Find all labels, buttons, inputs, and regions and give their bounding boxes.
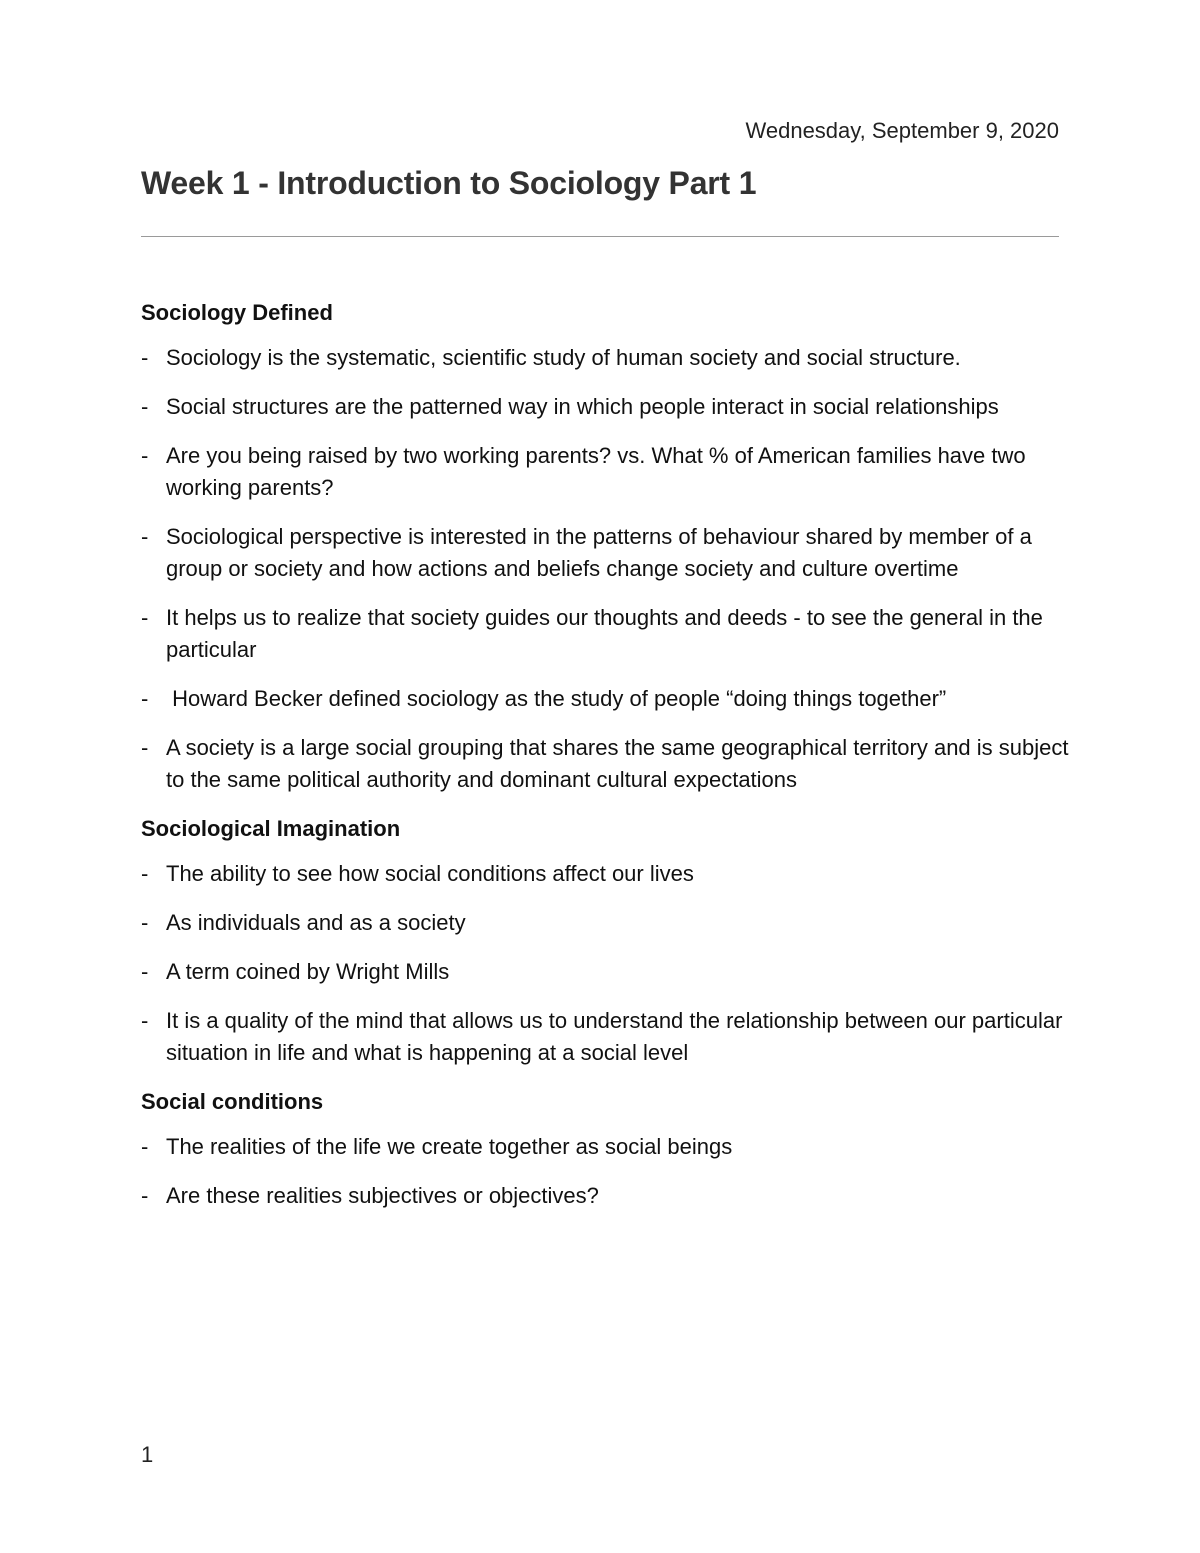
dash-bullet-icon: - xyxy=(141,443,149,468)
dash-bullet-icon: - xyxy=(141,1183,149,1208)
dash-bullet-icon: - xyxy=(141,910,149,935)
list-item-text: Sociological perspective is interested in the patterns of behaviour shared by member of a group or society and how actions and beliefs change society and culture overtime xyxy=(166,524,1032,581)
list-item xyxy=(141,602,1071,666)
dash-bullet-icon: - xyxy=(141,605,149,630)
dash-bullet-icon: - xyxy=(141,524,149,549)
list-item-text: The ability to see how social conditions affect our lives xyxy=(166,861,694,886)
list-item-text: A society is a large social grouping that shares the same geographical territory and is subject to the same political authority and dominant cultural expectations xyxy=(166,735,1069,792)
dash-bullet-icon: - xyxy=(141,394,149,419)
page-number: 1 xyxy=(141,1442,154,1467)
dash-bullet-icon: - xyxy=(141,959,149,984)
list-item-text: Are these realities subjectives or objectives? xyxy=(166,1183,599,1208)
list-item xyxy=(141,907,1071,939)
list-item xyxy=(141,521,1071,585)
list-item xyxy=(141,732,1071,796)
list-item-text: Sociology is the systematic, scientific study of human society and social structure. xyxy=(166,345,961,370)
dash-bullet-icon: - xyxy=(141,1134,149,1159)
document-title: Week 1 - Introduction to Sociology Part 1 xyxy=(141,165,757,201)
title-divider xyxy=(141,236,1059,237)
list-item xyxy=(141,440,1071,504)
list-item-text: As individuals and as a society xyxy=(166,910,466,935)
bullet-list-sociology-defined xyxy=(141,342,1071,796)
list-item xyxy=(141,391,1071,423)
dash-bullet-icon: - xyxy=(141,1008,149,1033)
bullet-list-sociological-imagination xyxy=(141,858,1071,1069)
bullet-list-social-conditions xyxy=(141,1131,1071,1212)
section-heading-sociology-defined: Sociology Defined xyxy=(141,300,333,325)
list-item xyxy=(141,1180,1071,1212)
dash-bullet-icon: - xyxy=(141,735,149,760)
list-item-text: Are you being raised by two working parents? vs. What % of American families have two working parents? xyxy=(166,443,1026,500)
list-item xyxy=(141,956,1071,988)
list-item-text: It helps us to realize that society guides our thoughts and deeds - to see the general in the particular xyxy=(166,605,1043,662)
dash-bullet-icon: - xyxy=(141,345,149,370)
document-date: Wednesday, September 9, 2020 xyxy=(745,118,1059,143)
document-body xyxy=(141,297,1071,1229)
list-item xyxy=(141,1131,1071,1163)
list-item-text: The realities of the life we create together as social beings xyxy=(166,1134,733,1159)
list-item-text: Social structures are the patterned way in which people interact in social relationships xyxy=(166,394,999,419)
dash-bullet-icon: - xyxy=(141,861,149,886)
list-item-text: A term coined by Wright Mills xyxy=(166,959,450,984)
dash-bullet-icon: - xyxy=(141,686,149,711)
list-item-text: It is a quality of the mind that allows us to understand the relationship between our particular situation in life and what is happening at a social level xyxy=(166,1008,1063,1065)
section-heading-social-conditions: Social conditions xyxy=(141,1089,324,1114)
list-item xyxy=(141,1005,1071,1069)
section-heading-sociological-imagination: Sociological Imagination xyxy=(141,816,401,841)
list-item xyxy=(141,858,1071,890)
list-item xyxy=(141,342,1071,374)
list-item xyxy=(141,683,1071,715)
list-item-text: Howard Becker defined sociology as the study of people “doing things together” xyxy=(166,686,947,711)
